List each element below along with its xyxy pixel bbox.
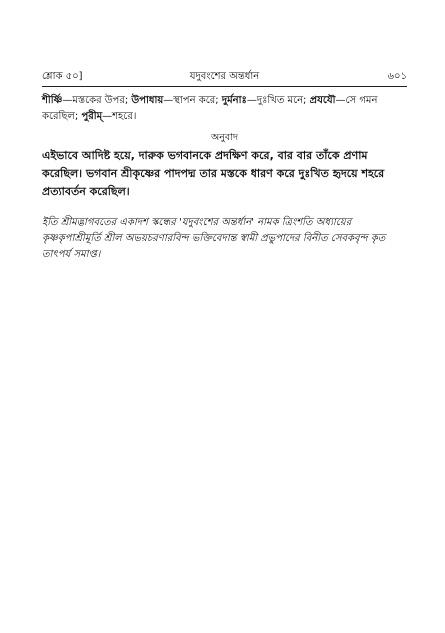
chapter-title: যদুবংশের অন্তর্ধান bbox=[189, 71, 260, 82]
translation-heading: অনুবাদ bbox=[211, 132, 238, 143]
running-header bbox=[42, 70, 407, 84]
synonym-word: দুর্মনাঃ bbox=[221, 95, 247, 106]
synonym-meaning: —শহরে। bbox=[102, 111, 137, 122]
synonym-meaning: —সে গমন করেছিল; bbox=[42, 95, 378, 122]
translation-paragraph: এইভাবে আদিষ্ট হয়ে, দারুক ভগবানকে প্রদক্ষিণ করে, বার বার তাঁকে প্রণাম করেছিল। ভগবান শ্রীকৃষ্ণের পাদপদ্ম তার মস্তকে ধারণ করে দুঃখিত হৃদয়ে শহরে প্রত্যাবর্তন করেছিল। bbox=[42, 149, 385, 198]
page-number: ৬০১ bbox=[387, 71, 407, 82]
page-body bbox=[42, 93, 407, 263]
synonyms-paragraph bbox=[42, 93, 407, 125]
synonym-meaning: —দুঃখিত মনে; bbox=[246, 95, 310, 106]
synonym-meaning: —মস্তকের উপর; bbox=[62, 95, 132, 106]
chapter-colophon: ইতি শ্রীমদ্ভাগবতের একাদশ স্কন্ধের 'যদুবংশের অন্তর্ধান' নামক ত্রিংশতি অধ্যায়ের কৃষ্ণকৃপাশ্রীমূর্তি শ্রীল অভয়চরণারবিন্দ ভক্তিবেদান্ত স্বামী প্রভুপাদের বিনীত সেবকবৃন্দ কৃত তাৎপর্য সমাপ্ত। bbox=[42, 217, 386, 260]
verse-reference: শ্লোক ৫০] bbox=[42, 71, 83, 82]
synonym-meaning: —স্থাপন করে; bbox=[163, 95, 222, 106]
header-rule bbox=[42, 86, 407, 87]
synonym-word: শীর্ষ্ণি bbox=[42, 95, 63, 106]
synonym-word: উপাধায় bbox=[131, 95, 164, 106]
synonym-word: পুরীম্ bbox=[81, 111, 103, 122]
synonym-word: প্রযযৌ bbox=[309, 95, 336, 106]
